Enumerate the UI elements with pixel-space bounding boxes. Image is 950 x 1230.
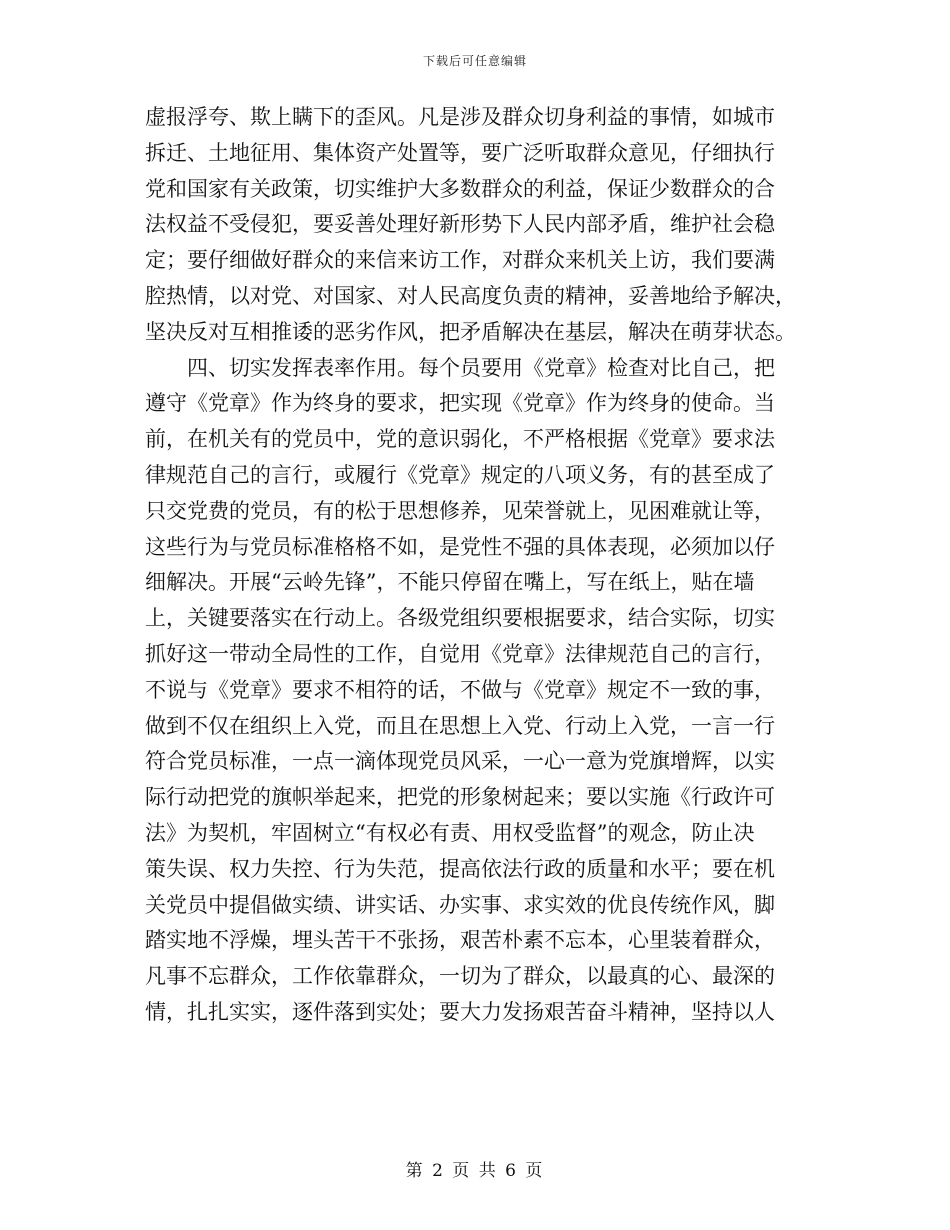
text-line: 定；要仔细做好群众的来信来访工作，对群众来机关上访，我们要满 — [145, 248, 775, 273]
text-line: 不说与《党章》要求不相符的话，不做与《党章》规定不一致的事， — [145, 677, 775, 702]
text-line: 腔热情，以对党、对国家、对人民高度负责的精神，妥善地给予解决， — [145, 283, 796, 308]
text-line: 法》为契机，牢固树立“有权必有责、用权受监督”的观念，防止决 — [145, 820, 755, 845]
text-line: 情，扎扎实实，逐件落到实处；要大力发扬艰苦奋斗精神，坚持以人 — [145, 999, 775, 1024]
document-body — [145, 100, 810, 1031]
text-line: 四、切实发挥表率作用。每个员要用《党章》检查对比自己，把 — [145, 355, 775, 380]
text-line: 党和国家有关政策，切实维护大多数群众的利益，保证少数群众的合 — [145, 176, 775, 201]
text-line: 这些行为与党员标准格格不如，是党性不强的具体表现，必须加以仔 — [145, 534, 775, 559]
text-line: 关党员中提倡做实绩、讲实话、办实事、求实效的优良传统作风，脚 — [145, 892, 775, 917]
text-line: 策失误、权力失控、行为失范，提高依法行政的质量和水平；要在机 — [145, 856, 775, 881]
page-header: 下载后可任意编辑 — [422, 54, 527, 68]
text-line: 前，在机关有的党员中，党的意识弱化，不严格根据《党章》要求法 — [145, 427, 775, 452]
text-line: 拆迁、土地征用、集体资产处置等，要广泛听取群众意见，仔细执行 — [145, 140, 775, 165]
page-number-footer: 第 2 页 共 6 页 — [405, 1161, 545, 1181]
text-line: 符合党员标准，一点一滴体现党员风采，一心一意为党旗增辉，以实 — [145, 749, 775, 774]
text-line: 只交党费的党员，有的松于思想修养，见荣誉就上，见困难就让等， — [145, 498, 775, 523]
text-line: 上，关键要落实在行动上。各级党组织要根据要求，结合实际，切实 — [145, 606, 775, 631]
text-line: 虚报浮夸、欺上瞒下的歪风。凡是涉及群众切身利益的事情，如城市 — [145, 105, 775, 129]
text-line: 坚决反对互相推诿的恶劣作风，把矛盾解决在基层，解决在萌芽状态。 — [145, 319, 796, 344]
text-line: 际行动把党的旗帜举起来，把党的形象树起来；要以实施《行政许可 — [145, 785, 775, 810]
text-line: 遵守《党章》作为终身的要求，把实现《党章》作为终身的使命。当 — [145, 391, 775, 416]
text-line: 法权益不受侵犯，要妥善处理好新形势下人民内部矛盾，维护社会稳 — [145, 212, 775, 237]
text-line: 律规范自己的言行，或履行《党章》规定的八项义务，有的甚至成了 — [145, 462, 775, 487]
text-line: 踏实地不浮燥，埋头苦干不张扬，艰苦朴素不忘本，心里装着群众， — [145, 928, 775, 953]
text-line: 抓好这一带动全局性的工作，自觉用《党章》法律规范自己的言行， — [145, 641, 775, 666]
text-line: 做到不仅在组织上入党，而且在思想上入党、行动上入党，一言一行 — [145, 713, 775, 738]
text-line: 凡事不忘群众，工作依靠群众，一切为了群众，以最真的心、最深的 — [145, 964, 775, 989]
text-line: 细解决。开展“云岭先锋”，不能只停留在嘴上，写在纸上，贴在墙 — [145, 570, 755, 595]
